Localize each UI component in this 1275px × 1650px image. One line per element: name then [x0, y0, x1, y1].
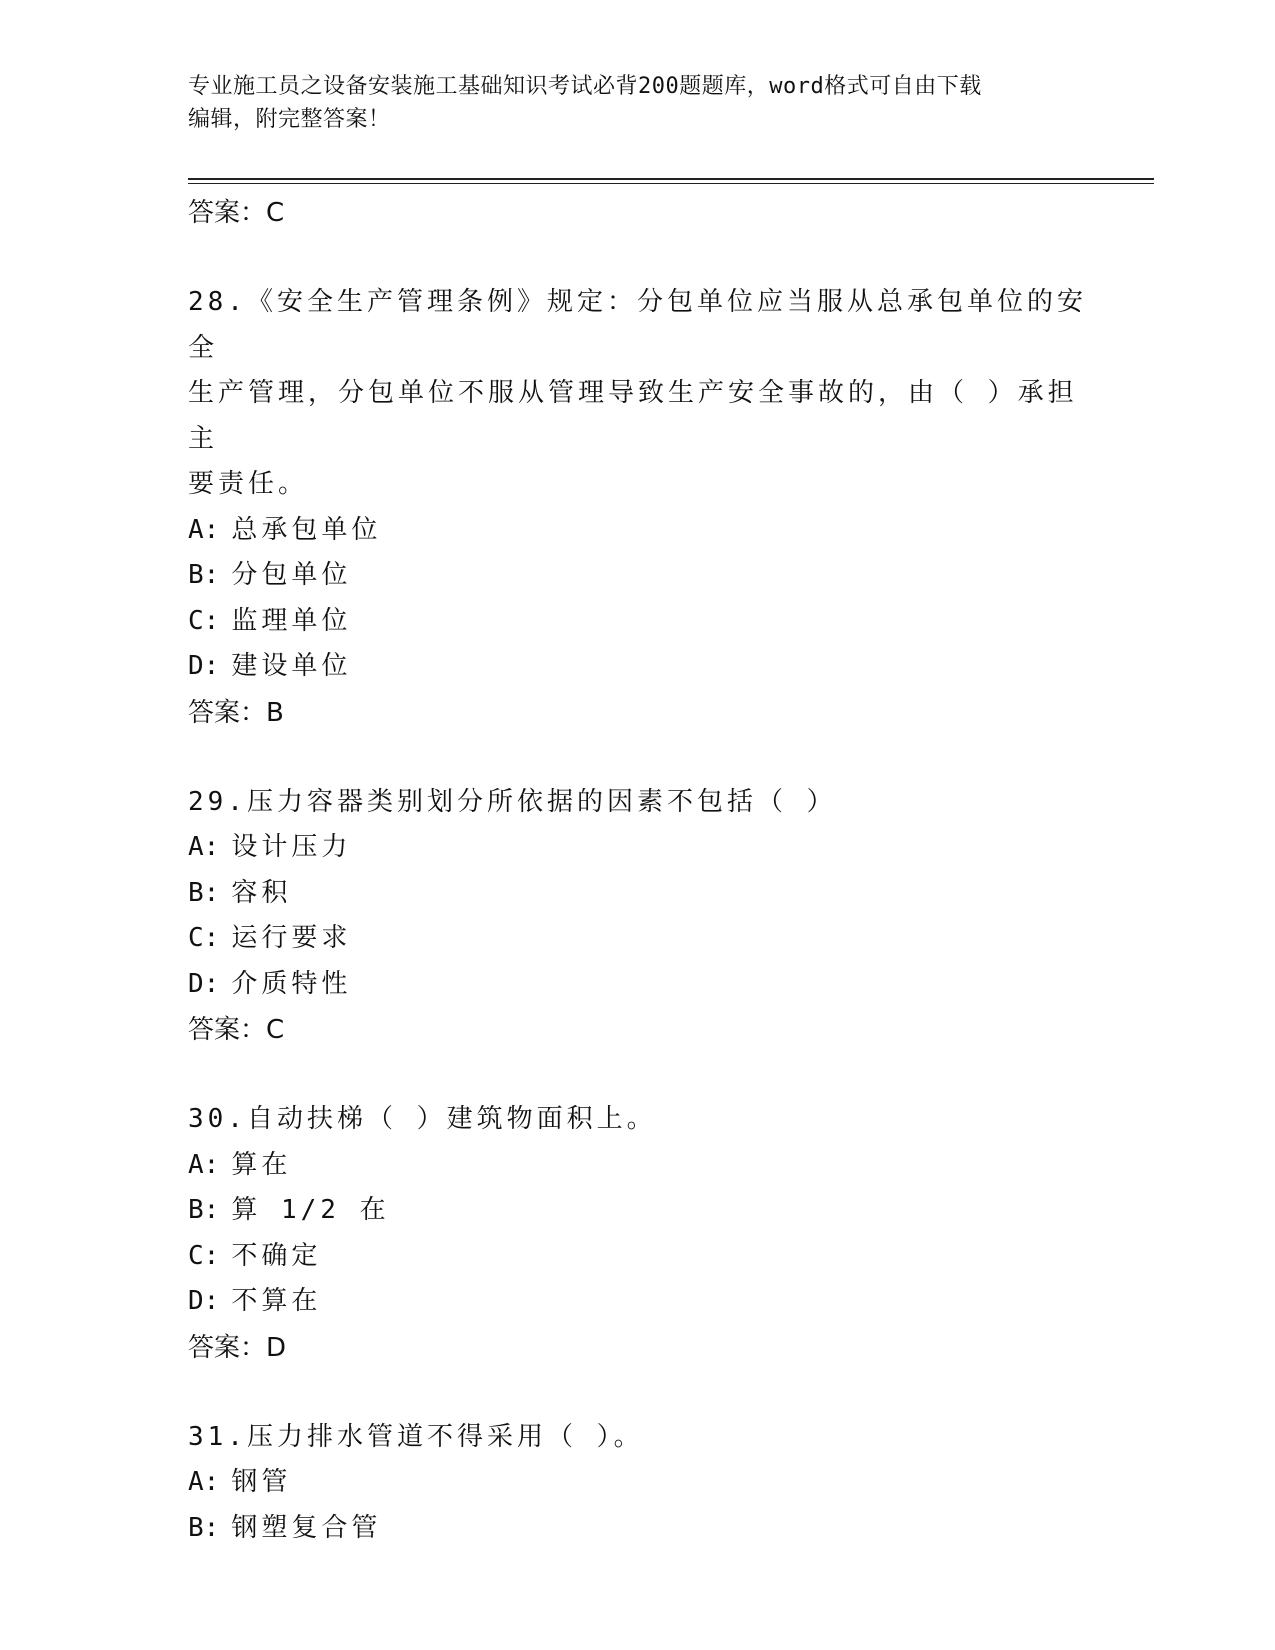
- question-31: [188, 1415, 1088, 1552]
- answer-line: 答案：D: [188, 1332, 287, 1363]
- option-a: [188, 825, 1088, 871]
- question-stem-line: 31.压力排水管道不得采用（ ）。: [188, 1421, 644, 1452]
- option-d: [188, 962, 1088, 1008]
- option-text: 不算在: [231, 1286, 322, 1316]
- option-text: 介质特性: [231, 968, 352, 999]
- question-stem-line: 要责任。: [188, 469, 309, 499]
- header-line-2: 编辑，附完整答案！: [188, 107, 391, 132]
- option-a: [188, 1143, 1088, 1189]
- option-b: [188, 1506, 1088, 1552]
- option-d: [188, 644, 1088, 690]
- option-text: 算 1/2 在: [231, 1195, 390, 1225]
- answer-line: 答案：C: [188, 1015, 285, 1045]
- header-rule-thin: [188, 183, 1154, 184]
- option-key: B:: [188, 560, 220, 590]
- question-stem-line: 生产管理，分包单位不服从管理导致生产安全事故的，由（ ）承担主: [188, 378, 1078, 454]
- question-28: [188, 280, 1088, 736]
- option-key: D:: [188, 651, 220, 681]
- option-key: D:: [188, 1286, 220, 1316]
- option-text: 总承包单位: [231, 514, 382, 545]
- question-stem-line: 28.《安全生产管理条例》规定：分包单位应当服从总承包单位的安全: [188, 287, 1087, 363]
- option-b: [188, 553, 1088, 599]
- header-rule-thick: [188, 178, 1154, 180]
- option-text: 算在: [231, 1149, 292, 1180]
- option-text: 钢管: [231, 1467, 292, 1497]
- option-text: 监理单位: [231, 605, 352, 636]
- document-header: [188, 70, 1088, 136]
- option-b: [188, 1188, 1088, 1234]
- header-line-1: 专业施工员之设备安装施工基础知识考试必背200题题库，word格式可自由下载: [188, 74, 982, 99]
- option-d: [188, 1279, 1088, 1325]
- option-text: 分包单位: [231, 560, 352, 590]
- option-a: [188, 1460, 1088, 1506]
- option-c: [188, 1234, 1088, 1280]
- answer-line-prev: 答案：C: [188, 198, 285, 228]
- option-text: 钢塑复合管: [231, 1512, 382, 1543]
- option-text: 建设单位: [231, 651, 352, 681]
- option-b: [188, 871, 1088, 917]
- option-c: [188, 916, 1088, 962]
- option-key: D:: [188, 968, 220, 999]
- option-key: C:: [188, 1240, 220, 1271]
- option-key: B:: [188, 1195, 220, 1225]
- option-key: A:: [188, 1149, 220, 1180]
- option-a: [188, 508, 1088, 554]
- option-key: B:: [188, 877, 220, 908]
- question-stem-line: 29.压力容器类别划分所依据的因素不包括（ ）: [188, 786, 837, 817]
- question-30: [188, 1097, 1088, 1371]
- option-c: [188, 599, 1088, 645]
- option-key: A:: [188, 514, 220, 545]
- document-body: [188, 188, 1088, 1551]
- option-text: 容积: [231, 877, 292, 908]
- question-29: [188, 780, 1088, 1054]
- answer-line: 答案：B: [188, 697, 284, 728]
- option-key: C:: [188, 923, 220, 953]
- option-text: 运行要求: [231, 923, 352, 953]
- question-stem-line: 30.自动扶梯（ ）建筑物面积上。: [188, 1104, 657, 1134]
- option-key: A:: [188, 832, 220, 862]
- option-key: A:: [188, 1467, 220, 1497]
- option-key: C:: [188, 605, 220, 636]
- option-text: 不确定: [231, 1240, 322, 1271]
- option-text: 设计压力: [231, 832, 352, 862]
- option-key: B:: [188, 1512, 220, 1543]
